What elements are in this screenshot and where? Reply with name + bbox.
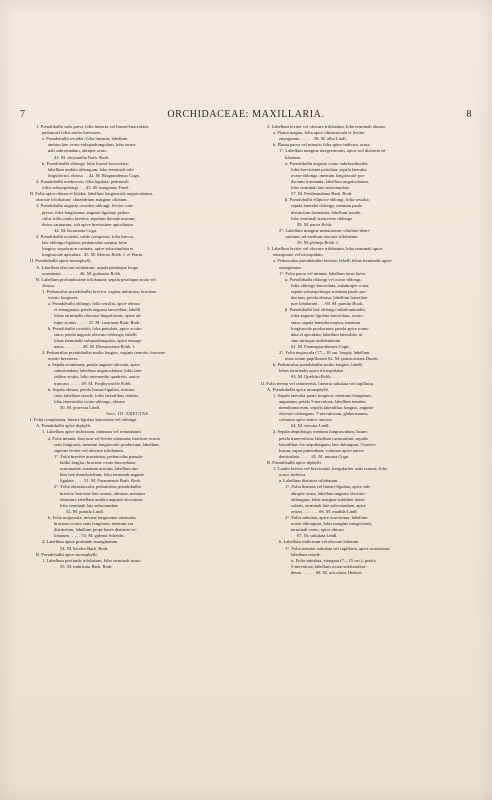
text-line: membranaceum, sepalis lateralibus longius, anguste — [279, 405, 374, 411]
text-line: satis longiores; mentum longiuscule productum; labellum — [54, 441, 159, 447]
text-line: lobatum. — [285, 154, 302, 160]
text-line: sepala subaequilonga; mentum paulo pro- — [291, 288, 368, 294]
text-line: 63. M. Quelchii Rchb. — [291, 374, 332, 380]
text-line: a. Pseudobulbi ovoidei; folia linearia; labellum — [42, 136, 128, 142]
text-line: b. Folia majuscula, inferne longissime attenuata; — [48, 515, 137, 520]
text-line: 41. M. chrysantha Barb. Rodr. — [54, 154, 110, 160]
text-line: sinu utrinque unilobulatum — [291, 337, 341, 343]
text-line: sepala lateralia oblonga, mentum paulo — [291, 203, 363, 209]
text-line: cula; labellum sessile, lobis lateralibus obtusis, — [54, 392, 140, 398]
text-line: 57. M. Ferdinandiana Barb. Rodr. — [291, 191, 353, 197]
text-line: 1°. Labellum margine integerrimum, apice sed distincte tri- — [279, 148, 387, 154]
text-line: 1. Caules breves vel brevissimi, irregulariter satis ramosi; folia — [273, 466, 388, 472]
text-line: pedunculi foliis multo breviores. — [42, 130, 102, 136]
text-line: obscure trilobatum; clinandrium margine ciliatum. — [36, 197, 128, 203]
text-line: 2. Pseudobulbi mediocres; folia ligulata; pedunculi — [36, 178, 129, 184]
text-line: 5-nervulosa; labellum ovato-subrhomboi- — [291, 563, 367, 569]
text-line: ovario longiores. — [48, 295, 79, 301]
text-line: b. Pedunculus pseudobulbo multo longior; labelli — [273, 362, 363, 368]
text-line: 2. Labellum leviter vel obscure trilobatum, lobo terminali obtuso. — [267, 124, 387, 129]
text-line: dorso carinatum, sub apice brevissime apiculatum — [42, 221, 133, 227]
text-line: culatis, terminali late subrotundato, apice — [291, 502, 366, 508]
text-line: 50. M. porrecta Lindl. — [60, 405, 101, 411]
text-line: superne leviter vel obscure trilobatum. — [54, 447, 125, 453]
text-line: 2°. Folia subulata, apice acutissima; labellum — [285, 515, 368, 520]
text-line: lobo terminali late subrotundato — [60, 502, 119, 508]
text-line: obtusa. — [42, 282, 56, 288]
text-line: brevior; bracteae late ovatae, obtusae; mentum — [60, 490, 145, 496]
left-page-number: 7 — [20, 109, 26, 120]
text-line: I. Folia complanata, lineari-ligulata lanceolata vel oblonga. — [30, 417, 138, 423]
text-line: folia brevissime petiolata; sepala lateralia — [291, 166, 367, 172]
text-line: ambitu late ovato-subquadrangulum, lobo termi- — [48, 142, 137, 148]
text-line: ovario breviores. — [48, 356, 79, 362]
text-line: 2. Pedunculus pseudobulbo multo longior, vaginis remotis; bracteae — [42, 350, 166, 356]
text-line: longior; sepala non carinata, apice subrotundata et — [42, 246, 134, 252]
text-line: bracteae ovario satis longiores; mentum vix — [54, 521, 134, 527]
text-line: 44. M. bicarinata Cogn. — [54, 227, 98, 233]
text-line: α. Pseudobulbi oblongi vel ovato-oblongi; — [285, 276, 362, 282]
text-line: emarginato vel tricuspidato. — [273, 252, 324, 258]
text-line: b. Pseudobulbi oblongi; folia lineari-lanceolata; — [42, 160, 129, 166]
right-page-number: 8 — [466, 109, 472, 120]
text-line: 2°. Labellum margine minutissime ciliolato-denti- — [279, 227, 371, 233]
text-line: 1. Labellum apice indivisum, obtusum vel rotundatum — [42, 429, 141, 435]
text-line: foliis subaequilongi . . . 43. M. marginata Fenzl. — [42, 185, 130, 191]
text-line: 61. M. Paranapiacabensis Cogn. — [291, 343, 350, 349]
text-line: lobus terminalis obovato-linguiformis, apice ab- — [54, 313, 142, 319]
text-line: truncato . . . . . 49. M. Porphyrostele Rchb. — [54, 380, 132, 386]
text-line: ligulato . . . . 51. M. Paranaensis Barb. Rodr. — [60, 478, 141, 484]
text-line: B. Pseudobulbi apice diphylli. — [267, 460, 322, 466]
text-line: longiuscule apiculata . 45. M. Meirax Rchb. f. et Warm. — [42, 252, 144, 258]
text-line: 2. Sepala aequilonga; mentum longiusculum, latum; — [273, 429, 368, 435]
text-line: acuminatae; mentum acutum; labellum am- — [60, 466, 140, 472]
text-line: II. Pseudobulbi apice monophylli. — [30, 258, 92, 264]
text-line: lobatum . . . . . 53. M. galeata Scheidw. — [54, 533, 126, 539]
text-line: 59. M. plebeja Rchb. f. — [297, 240, 339, 246]
text-line: distinctum formantia; labellum sessile, — [291, 209, 362, 215]
text-line: 55. M. imbricata Barb. Rodr. — [60, 563, 113, 569]
text-line: bulbo longior; bracteae ovato-lanceolatae, — [60, 460, 137, 466]
text-line: a. Folia minuta, basi non vel leviter attenuata; bracteae ovario — [48, 435, 161, 441]
text-line: α. Folia subulata, elongata (7—15 cm.); petala — [291, 557, 376, 563]
text-line: rupte acutus . . . . . 47. M. cassinara Barb. Rodr. — [54, 319, 141, 325]
text-line: B. Labellum profundissime trilobatum; sepala petalaque acuta vel — [36, 276, 156, 282]
text-line: 1. Labellum profunde trilobatum, lobo terminali acuto — [42, 557, 141, 563]
text-line: bitu late rhomboideum, lobo terminali anguste — [60, 472, 145, 478]
text-line: obtusum; labellum ambitu anguste obovatum, — [60, 496, 144, 502]
text-line: A. Pseudobulbi apice monophylli. — [267, 386, 330, 392]
text-line: A. Labellum obscure trilobatum; sepala petalaque longe — [36, 264, 138, 270]
text-line: linguiformi, obtuso . . 42. M. Riograndensis Cogn. — [48, 172, 141, 178]
text-line: folia oblongo-lanceolata, subabrupte acuta; — [291, 282, 370, 288]
text-line: acuta, indivisa. — [279, 472, 307, 478]
text-line: II. Folia teretia vel semiteretia, linearia subulata vel capillaria. — [261, 380, 374, 386]
text-line: sima; petala anguste obovato-oblonga; labelli — [54, 331, 137, 337]
running-title: ORCHIDACEAE: MAXILLARIA. — [167, 109, 325, 120]
text-line: natus . . . . . . . . 48. M. Desvauxiana Rchb. f. — [54, 343, 136, 349]
text-line: terminali ovato, apice obtuso — [291, 527, 344, 533]
text-line: b. Sepala obtusa; petala lineari-ligulata, acutius- — [48, 386, 136, 392]
text-line: ovato-oblonga, mentum longiuscule pro- — [291, 172, 366, 178]
text-line: ductum formantia; labellum unguiculatum, — [291, 178, 370, 184]
text-line: a. Sepala acuminata; petala anguste obovata, apice — [48, 362, 140, 368]
text-line: lobus terminalis subquadrangulus, apice emargi- — [54, 337, 143, 343]
text-line: lobus terminalis apice tricuspidatus — [279, 368, 344, 374]
text-line: angustum; petala 5-nervulosa; labellum tenuiter — [279, 398, 366, 404]
text-line: subrotundata; labellum unguiculatum, lobis late- — [54, 368, 143, 374]
text-line: emarginatus. — [279, 264, 303, 270]
text-line: culatum, ad medium obscure trilobatum — [285, 233, 358, 239]
text-line: distinctum; labellum prope basin distincte tri- — [54, 527, 137, 533]
text-line: columna apice antice unciata — [279, 417, 332, 423]
text-line: folia anguste ligulato-lanceolata, acutis- — [291, 313, 364, 319]
text-line: 2. Labellum apice profunde emarginatum — [42, 539, 118, 545]
text-line: 1°. Folia tenuiter subulata vel capillaria, apice acutissima; — [285, 545, 391, 551]
text-line: lobo intermedio ovato-oblongo, obtuso — [54, 398, 125, 404]
text-line: Sect. III. ERECTAE. — [106, 411, 150, 417]
text-line: culus foliis multo brevior; sepalum dorsale acutum, — [42, 215, 136, 221]
text-line: labellum ambitu oblongum, lobo terminali sub- — [48, 166, 135, 172]
text-line: β. Pseudobulbi late oblongo-subrhomboidei; — [285, 307, 366, 313]
text-line: petala trinervulosa; labellum carnosulum, sepalis — [279, 435, 369, 441]
text-line: b. Planta parva vel minuta; folia apice indivisa, acuta. — [273, 142, 371, 148]
text-line: a. Labellum distincte trilobatum. — [279, 478, 339, 484]
text-line: a. Pseudobulbi oblongi; folia sessilia, apice obtusa — [48, 301, 140, 307]
text-line: b. Labellum indivisum vel obscure lobatum. — [279, 539, 360, 545]
text-line: 2°. Folia majuscula (17—18 cm. longa); labellum — [279, 350, 370, 356]
text-line: α. Pseudobulbi anguste ovato-subrhomboidei; — [285, 160, 369, 166]
text-line: lateralibus vix aequilongum, late oblongum, 5-nervu- — [279, 441, 377, 447]
text-line: obovato-oblongum, 7-nervulosum, glaberrimum; — [279, 411, 369, 417]
text-line: ovato-oblongum, lobis margine integerrimis, — [291, 521, 373, 527]
text-line: late oblongo-ligulata; pedunculus saepius folio — [42, 240, 128, 246]
text-line: et emarginata; petala angusta lanceolata; labelli — [54, 307, 141, 313]
text-line: labellum sessile. — [291, 551, 322, 557]
text-line: denticulata . . . . . 65. M. minuta Cogn. — [279, 453, 350, 459]
right-text-column — [261, 124, 457, 576]
text-line: retuso . . . . . . . 66. M. madida Lindl. — [291, 508, 358, 514]
text-line: 1. Sepala lateralia paulo longiora; mentum elongatum, — [273, 392, 372, 398]
text-line: B. Pseudobulbi apice monophylli. — [36, 551, 98, 557]
running-header — [20, 108, 472, 122]
text-line: abrupte acuta; labellum anguste obovato- — [291, 490, 366, 496]
text-line: non lobulatum . . . 60. M. pumila Hook. — [291, 301, 364, 307]
text-line: B. Folia apice obtusa et biloba; labellum longiuscule unguiculatum, — [30, 191, 153, 197]
text-line: 1. Pedunculus pseudobulbo brevior, vagina imbricata; bracteae — [42, 288, 157, 294]
text-line: β. Pseudobulbi elliptico-oblongi; folia sessilia; — [285, 197, 370, 203]
text-line: 67. M. subulata Lindl. — [297, 533, 338, 539]
text-line: acuminata . . . . . . . . 46. M. gulmaria Rchb. — [42, 270, 122, 276]
text-line: oblongum, lobis margine subtiliter denti- — [291, 496, 366, 502]
text-line: deum . . . . . . 68. M. acicularis Herbert. — [291, 569, 363, 575]
text-line: 2. Pseudobulbi ovoidei, valde compressi; folia brevia, — [36, 233, 134, 239]
text-line: 1°. Folia parva vel minuta; labellum intus laeve. — [279, 270, 367, 276]
text-line: emarginata . . . . . . 56. M. alba Lindl. — [279, 136, 347, 142]
text-line: 1. Pseudobulbi satis parvi; folia linearia vel lineari-lanceolata; — [36, 124, 149, 129]
text-line: ductum; petala obtusa; labellum lateraliter — [291, 295, 368, 301]
text-line: intus totum papillosum 62. M. punctostriata Dusén. — [285, 356, 379, 362]
left-text-column — [30, 124, 226, 570]
text-line: losum, supra puberulum; columna apice antice — [279, 447, 364, 453]
text-line: 54. M. bicolor Barb. Rodr. — [60, 545, 109, 551]
text-line: longiuscule productum; petala apice rotun- — [291, 325, 370, 331]
text-line: 58. M. parva Rchb. — [297, 221, 333, 227]
text-line: ralibus acutis, lobo intermedio quadrato, antice — [54, 374, 140, 380]
text-line: data et apiculata; labellum lateraliter in — [291, 331, 363, 337]
text-line: pressi; folia longissima, anguste ligulata; pedun- — [42, 209, 131, 215]
text-line: A. Pseudobulbi apice diphylli. — [36, 423, 92, 429]
text-line: lobo terminali transverse oblongo — [291, 215, 353, 221]
text-line: lobo terminali late subrotundato — [291, 185, 350, 191]
text-line: a. Pedunculus pseudobulbo brevior; labelli lobus terminalis apice — [273, 258, 392, 264]
text-line: 64. M. vescata Lindl. — [291, 423, 330, 429]
text-line: b. Pseudobulbi ovoidei; folia petiolata, apice acutis- — [48, 325, 143, 331]
text-line: 3. Labellum leviter vel obscure trilobatum, lobo terminali apice — [267, 246, 383, 252]
text-line: 2°. Folia obtusiuscula; pedunculus pseudobulbo — [54, 484, 142, 490]
text-line: nali subrotundato, abrupte acuto — [48, 148, 107, 154]
text-line: 1°. Folia breviter acuminata; pedunculus pseudo- — [54, 453, 144, 459]
text-line: sima; sepala lateralia majora; mentum — [291, 319, 361, 325]
text-line: a. Planta magna; folia apice obtusiuscula et leviter — [273, 130, 365, 136]
text-line: 52. M. pumila Lindl. — [66, 508, 104, 514]
text-line: 1. Pseudobulbi augusto ovoideo-oblongi, leviter com- — [36, 203, 134, 209]
text-line: 1°. Folia linearia vel lineari-ligulata, apice sub- — [285, 484, 371, 490]
